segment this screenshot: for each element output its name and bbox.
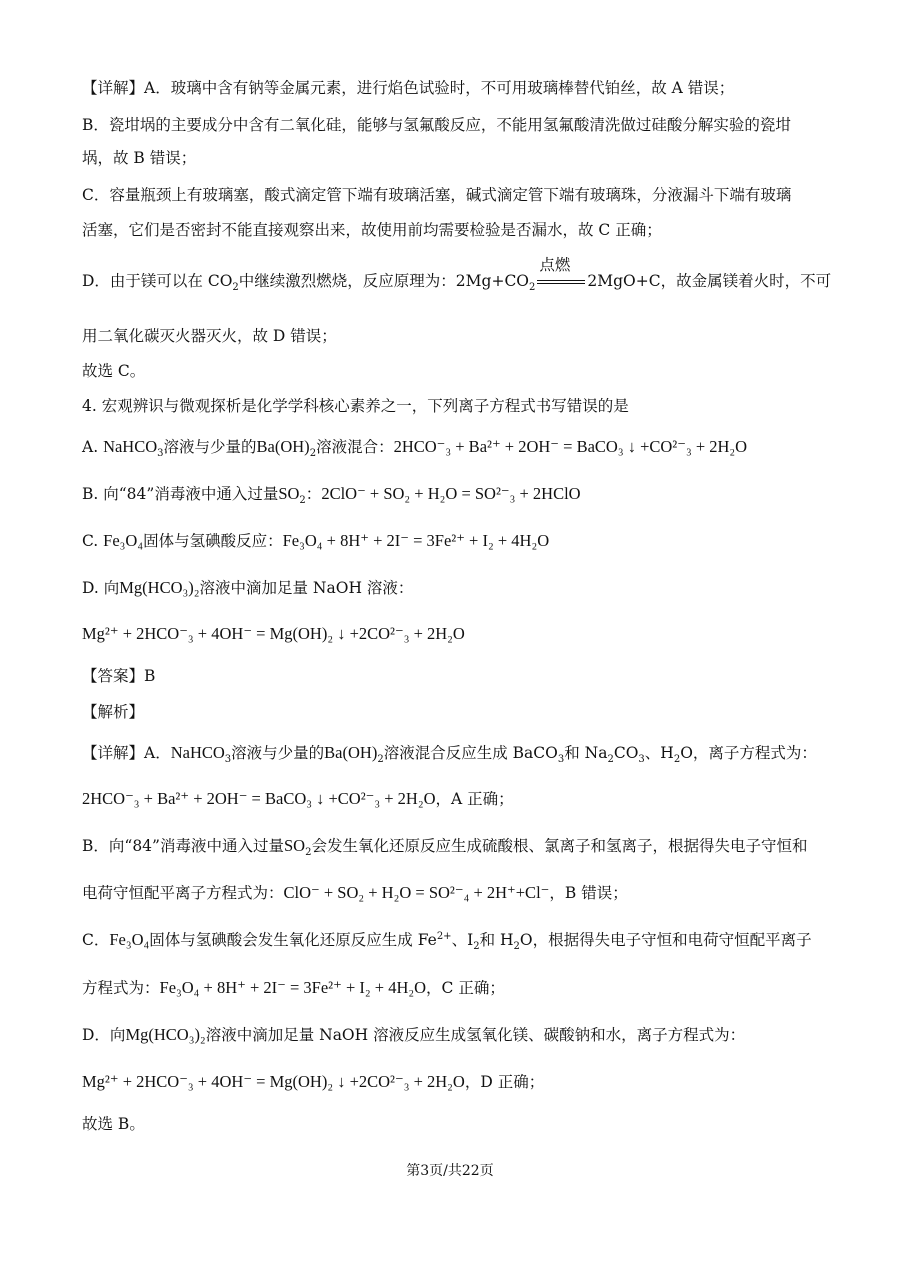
analysis-b-line-2: 电荷守恒配平离子方程式为：ClO⁻ + SO₂ + H₂O = SO²⁻₄ + 2H⁺+Cl⁻，B 错误； (82, 883, 628, 902)
option-d-equation (82, 624, 820, 644)
analysis-c-line-2: 方程式为：Fe₃O₄ + 8H⁺ + 2I⁻ = 3Fe²⁺ + I₂ + 4H₂O，C 正确； (82, 978, 505, 997)
analysis-equation-c: Fe₃O₄ + 8H⁺ + 2I⁻ = 3Fe²⁺ + I₂ + 4H₂O (159, 978, 427, 997)
analysis-d-line-1: D．向Mg(HCO₃)₂溶液中滴加足量 NaOH 溶液反应生成氢氧化镁、碳酸钠和水，离子方程式为： (82, 1025, 746, 1044)
option-c: C. Fe₃O₄固体与氢碘酸反应：Fe₃O₄ + 8H⁺ + 2I⁻ = 3Fe²⁺ + I₂ + 4H₂O (82, 531, 550, 550)
conclusion-b: 故选 B。 (82, 1115, 145, 1133)
detail-c-line-2: 活塞，它们是否密封不能直接观察出来，故使用前均需要检验是否漏水，故 C 正确； (82, 221, 662, 239)
ignition-condition: 点燃 (535, 271, 587, 291)
detail-d-line-2: 用二氧化碳灭火器灭火，故 D 错误； (82, 327, 337, 345)
analysis-b-line-1: B．向“84”消毒液中通入过量$SO_2$会发生氧化还原反应生成硫酸根、氯离子和氢离子，根据得失电子守恒和 (82, 836, 808, 859)
equation-b: 2ClO⁻ + SO₂ + H₂O = SO²⁻₃ + 2HClO (321, 484, 581, 503)
option-a: A. NaHCO$_3$溶液与少量的$Ba(OH)_2$溶液混合：2HCO⁻₃ + Ba²⁺ + 2OH⁻ = BaCO₃ ↓ +CO²⁻₃ + 2H₂O (82, 437, 748, 460)
option-b: B. 向“84”消毒液中通入过量$SO_2$：2ClO⁻ + SO₂ + H₂O = SO²⁻₃ + 2HClO (82, 484, 581, 507)
analysis-c-line-1: C．Fe₃O₄固体与氢碘酸会发生氧化还原反应生成 $Fe^{2+}$、$I_2$和 $H_2O$，根据得失电子守恒和电荷守恒配平离子 (82, 930, 812, 953)
detail-a-line: 【详解】A．玻璃中含有钠等金属元素，进行焰色试验时，不可用玻璃棒替代铂丝，故 A 错误； (82, 79, 735, 97)
detail-c-line-1: C．容量瓶颈上有玻璃塞，酸式滴定管下端有玻璃活塞，碱式滴定管下端有玻璃珠，分液漏斗下端有玻璃 (82, 186, 792, 204)
answer-line: 【答案】B (82, 667, 156, 685)
equation-d: Mg²⁺ + 2HCO⁻₃ + 4OH⁻ = Mg(OH)₂ ↓ +2CO²⁻₃ + 2H₂O (82, 624, 465, 643)
analysis-equation-d: Mg²⁺ + 2HCO⁻₃ + 4OH⁻ = Mg(OH)₂ ↓ +2CO²⁻₃ + 2H₂O (82, 1072, 465, 1091)
analysis-equation-a: 2HCO⁻₃ + Ba²⁺ + 2OH⁻ = BaCO₃ ↓ +CO²⁻₃ + 2H₂O (82, 789, 436, 808)
detail-b-line-1: B．瓷坩埚的主要成分中含有二氧化硅，能够与氢氟酸反应，不能用氢氟酸清洗做过硅酸分解实验的瓷坩 (82, 116, 791, 134)
page-footer: 第3页/共22页 (406, 1163, 494, 1179)
conclusion-c: 故选 C。 (82, 362, 146, 380)
option-d-stem: D. 向Mg(HCO₃)₂溶液中滴加足量 NaOH 溶液： (82, 578, 414, 597)
equation-a: 2HCO⁻₃ + Ba²⁺ + 2OH⁻ = BaCO₃ ↓ +CO²⁻₃ + 2H₂O (393, 437, 748, 456)
question-4-stem: 4. 宏观辨识与微观探析是化学学科核心素养之一，下列离子方程式书写错误的是 (82, 397, 629, 415)
analysis-equation-b: ClO⁻ + SO₂ + H₂O = SO²⁻₄ + 2H⁺+Cl⁻ (283, 883, 550, 902)
analysis-a-line-2: 2HCO⁻₃ + Ba²⁺ + 2OH⁻ = BaCO₃ ↓ +CO²⁻₃ + 2H₂O，A 正确； (82, 789, 514, 808)
analysis-a-line-1: 【详解】A．NaHCO$_3$溶液与少量的$Ba(OH)_2$溶液混合反应生成 BaCO$_3$和 $Na_2CO_3$、$H_2O$，离子方程式为： (82, 743, 817, 766)
detail-d-line-1: D．由于镁可以在 $CO_2$中继续激烈燃烧，反应原理为：$2Mg+CO_2$ 点燃 2MgO+C，故金属镁着火时，不可 (82, 256, 832, 294)
equation-c: Fe₃O₄ + 8H⁺ + 2I⁻ = 3Fe²⁺ + I₂ + 4H₂O (282, 531, 550, 550)
analysis-d-line-2: Mg²⁺ + 2HCO⁻₃ + 4OH⁻ = Mg(OH)₂ ↓ +2CO²⁻₃ + 2H₂O，D 正确； (82, 1072, 545, 1091)
analysis-label: 【解析】 (82, 703, 145, 721)
detail-b-line-2: 埚，故 B 错误； (82, 149, 197, 167)
